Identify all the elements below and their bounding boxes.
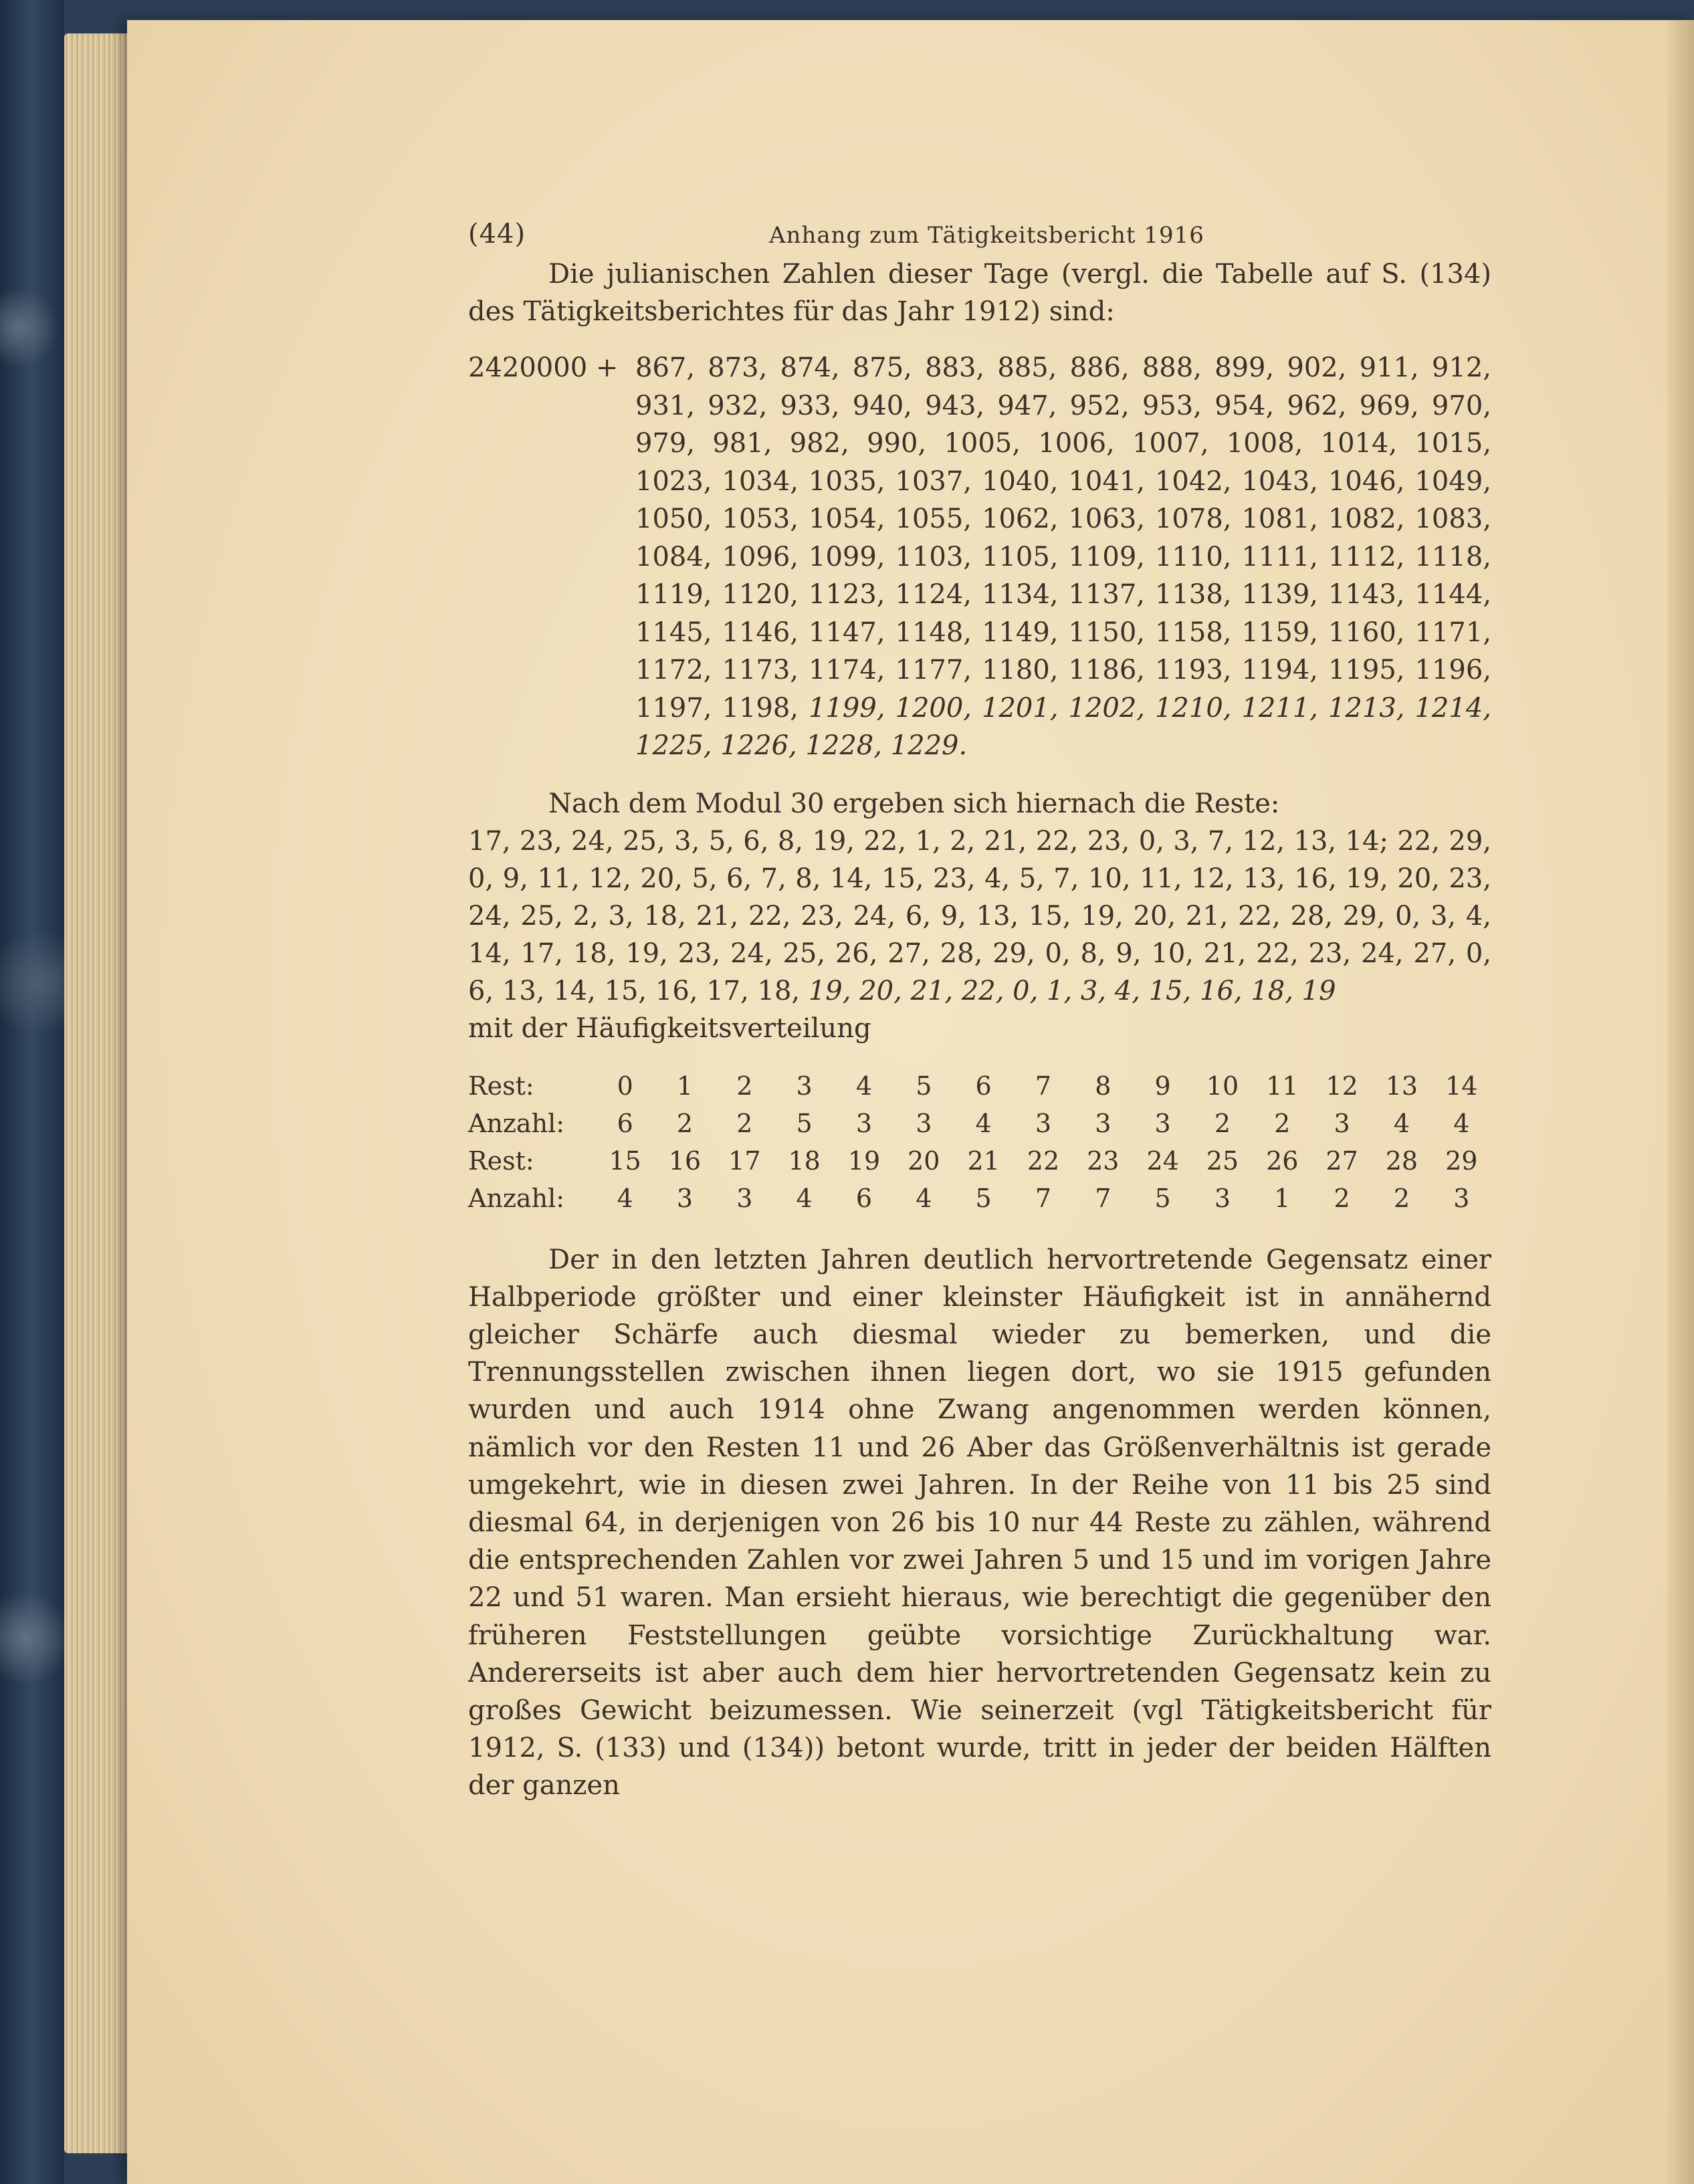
frequency-cell: 10 (1206, 1071, 1239, 1101)
modul-intro: Nach dem Modul 30 ergeben sich hiernach die Reste: (548, 788, 1280, 819)
frequency-table (468, 1067, 1491, 1217)
frequency-cell: 3 (916, 1108, 932, 1138)
frequency-cell: 3 (736, 1183, 753, 1213)
frequency-cell: 2 (1334, 1183, 1350, 1213)
frequency-cell: 17 (728, 1145, 761, 1176)
page-gutter (1667, 20, 1694, 2184)
frequency-cell: 6 (617, 1108, 633, 1138)
frequency-cell: 7 (1095, 1183, 1111, 1213)
frequency-cell: 4 (855, 1071, 873, 1101)
distribution-intro: mit der Häufigkeitsverteilung (468, 1012, 871, 1044)
frequency-cell: 1 (1274, 1183, 1291, 1213)
frequency-row (468, 1067, 1491, 1105)
frequency-cell: 2 (1274, 1108, 1291, 1138)
body-paragraph: Der in den letzten Jahren deutlich hervortretende Gegensatz einer Halbperiode größter und einer kleinster Häufigkeit ist in annähernd gleicher Schärfe auch diesmal wieder zu bemerken, und die Trennungsstellen zwischen ihnen liegen dort, wo sie 1915 gefunden wurden und auch 1914 ohne Zwang angenommen werden können, nämlich vor den Resten 11 und 26 Aber das Größenverhältnis ist gerade umgekehrt, wie in diesen zwei Jahren. In der Reihe von 11 bis 25 sind diesmal 64, in derjenigen von 26 bis 10 nur 44 Reste zu zählen, während die entsprechenden Zahlen vor zwei Jahren 5 und 15 und im vorigen Jahre 22 und 51 waren. Man ersieht hieraus, wie berechtigt die gegenüber den früheren Feststellungen geübte vorsichtige Zurückhaltung war. Andererseits ist aber auch dem hier hervortretenden Gegensatz kein zu großes Gewicht beizumessen. Wie seinerzeit (vgl Tätigkeitsbericht für 1912, S. (133) und (134)) betont wurde, tritt in jeder der beiden Hälften der ganzen (468, 1244, 1491, 1801)
frequency-cell: 15 (609, 1145, 641, 1176)
frequency-row-label: Anzahl: (468, 1183, 565, 1213)
book-cover-board (0, 0, 64, 2184)
julian-list-upright: 867, 873, 874, 875, 883, 885, 886, 888, 899, 902, 911, 912, 931, 932, 933, 940, 943, 947, 952, 953, 954, 962, 969, 970, 979, 981, 982, 990, 1005, 1006, 1007, 1008, 1014, 1015, 1023, 1034, 1035, 1037, 1040, 1041, 1042, 1043, 1046, 1049, 1050, 1053, 1054, 1055, 1062, 1063, 1078, 1081, 1082, 1083, 1084, 1096, 1099, 1103, 1105, 1109, 1110, 1111, 1112, 1118, 1119, 1120, 1123, 1124, 1134, 1137, 1138, 1139, 1143, 1144, 1145, 1146, 1147, 1148, 1149, 1150, 1158, 1159, 1160, 1171, 1172, 1173, 1174, 1177, 1180, 1186, 1193, 1194, 1195, 1196, 1197, 1198, (635, 352, 1491, 724)
remainders-upright: 17, 23, 24, 25, 3, 5, 6, 8, 19, 22, 1, 2, 21, 22, 23, 0, 3, 7, 12, 13, 14; 22, 29, 0, 9, 11, 12, 20, 5, 6, 7, 8, 14, 15, 23, 4, 5, 7, 10, 11, 12, 13, 16, 19, 20, 23, 24, 25, 2, 3, 18, 21, 22, 23, 24, 6, 9, 13, 15, 19, 20, 21, 22, 28, 29, 0, 3, 4, 14, 17, 18, 19, 23, 24, 25, 26, 27, 28, 29, 0, 8, 9, 10, 21, 22, 23, 24, 27, 0, 6, 13, 14, 15, 16, 17, 18, (468, 825, 1491, 1006)
frequency-cell: 29 (1445, 1145, 1478, 1176)
frequency-cell: 9 (1154, 1071, 1171, 1101)
frequency-cell: 5 (916, 1071, 932, 1101)
frequency-row (468, 1142, 1491, 1180)
remainders-italic: 19, 20, 21, 22, 0, 1, 3, 4, 15, 16, 18, 19 (808, 975, 1336, 1006)
frequency-cell: 14 (1445, 1071, 1478, 1101)
frequency-cell: 3 (796, 1071, 813, 1101)
frequency-cell: 0 (617, 1071, 633, 1101)
frequency-cell: 2 (1214, 1108, 1231, 1138)
frequency-cell: 5 (975, 1183, 992, 1213)
frequency-cell: 7 (1035, 1071, 1052, 1101)
frequency-cell: 3 (855, 1108, 873, 1138)
frequency-cell: 4 (617, 1183, 633, 1213)
page-number: (44) (468, 219, 526, 249)
frequency-cell: 6 (855, 1183, 873, 1213)
frequency-cell: 12 (1326, 1071, 1358, 1101)
frequency-cell: 27 (1326, 1145, 1358, 1176)
frequency-cell: 11 (1266, 1071, 1299, 1101)
frequency-row-label: Anzahl: (468, 1108, 565, 1138)
frequency-row (468, 1105, 1491, 1142)
remainders-list (468, 823, 1491, 1010)
frequency-row (468, 1180, 1491, 1217)
intro-paragraph: Die julianischen Zahlen dieser Tage (vergl. die Tabelle auf S. (134) des Tätigkeitsberichtes für das Jahr 1912) sind: (468, 259, 1491, 327)
frequency-cell: 24 (1146, 1145, 1179, 1176)
frequency-cell: 28 (1385, 1145, 1418, 1176)
frequency-cell: 2 (736, 1071, 753, 1101)
frequency-cell: 3 (1214, 1183, 1231, 1213)
frequency-cell: 3 (1453, 1183, 1470, 1213)
frequency-cell: 4 (796, 1183, 813, 1213)
frequency-cell: 3 (1035, 1108, 1052, 1138)
running-head (468, 215, 1491, 255)
frequency-cell: 18 (788, 1145, 821, 1176)
frequency-cell: 16 (668, 1145, 702, 1176)
frequency-cell: 4 (1393, 1108, 1410, 1138)
frequency-cell: 8 (1095, 1071, 1111, 1101)
frequency-cell: 25 (1206, 1145, 1239, 1176)
frequency-cell: 3 (1095, 1108, 1111, 1138)
frequency-cell: 22 (1027, 1145, 1060, 1176)
frequency-cell: 1 (676, 1071, 694, 1101)
frequency-cell: 5 (1154, 1183, 1171, 1213)
frequency-cell: 7 (1035, 1183, 1052, 1213)
julian-list-italic: 1199, 1200, 1201, 1202, 1210, 1211, 1213, 1214, 1225, 1226, 1228, 1229. (635, 692, 1491, 761)
frequency-cell: 26 (1266, 1145, 1299, 1176)
frequency-cell: 2 (676, 1108, 694, 1138)
page-content (468, 215, 1491, 1805)
frequency-cell: 23 (1087, 1145, 1120, 1176)
running-title: Anhang zum Tätigkeitsbericht 1916 (769, 222, 1204, 249)
frequency-cell: 4 (1453, 1108, 1470, 1138)
frequency-cell: 6 (975, 1071, 992, 1101)
frequency-cell: 2 (736, 1108, 753, 1138)
julian-numbers (468, 349, 1491, 765)
frequency-row-label: Rest: (468, 1071, 534, 1101)
frequency-cell: 19 (847, 1145, 881, 1176)
julian-list (635, 349, 1491, 765)
frequency-cell: 4 (975, 1108, 992, 1138)
frequency-cell: 4 (916, 1183, 932, 1213)
julian-base: 2420000 + (468, 352, 619, 383)
frequency-cell: 5 (796, 1108, 813, 1138)
frequency-cell: 21 (967, 1145, 1000, 1176)
frequency-cell: 3 (1154, 1108, 1171, 1138)
frequency-cell: 2 (1393, 1183, 1410, 1213)
frequency-cell: 13 (1385, 1071, 1418, 1101)
frequency-cell: 3 (1334, 1108, 1350, 1138)
frequency-cell: 3 (676, 1183, 694, 1213)
frequency-cell: 20 (908, 1145, 940, 1176)
frequency-row-label: Rest: (468, 1145, 534, 1176)
